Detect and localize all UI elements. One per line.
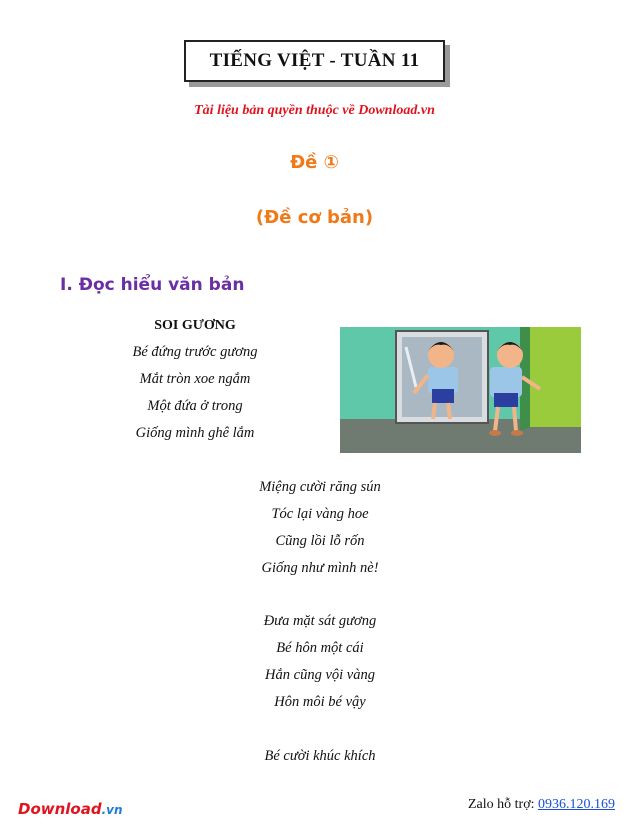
poem-line: Mắt tròn xoe ngắm <box>139 371 251 387</box>
copyright-notice: Tài liệu bản quyền thuộc về Download.vn <box>194 103 435 118</box>
poem-stanza-2 <box>180 474 460 582</box>
poem-line: Cũng lồi lỗ rốn <box>275 533 365 549</box>
poem-line: Hôn môi bé vậy <box>274 694 366 710</box>
poem-stanza-1 <box>90 339 300 447</box>
poem-line: Giống như mình nè! <box>261 560 379 576</box>
support-label: Zalo hỗ trợ: <box>468 797 535 812</box>
logo-text: Download <box>18 800 102 818</box>
logo-domain: .vn <box>101 803 123 817</box>
mirror-illustration <box>340 327 581 453</box>
download-logo[interactable] <box>18 800 123 818</box>
poem-stanza-4 <box>180 743 460 770</box>
poem-line: Giống mình ghê lắm <box>135 425 255 441</box>
poem-title: SOI GƯƠNG <box>154 318 236 333</box>
title-container <box>0 40 629 82</box>
support-phone-link[interactable]: 0936.120.169 <box>538 797 615 812</box>
poem-line: Bé hôn một cái <box>276 640 364 656</box>
poem-stanza-3 <box>180 608 460 716</box>
poem-line: Miệng cười răng sún <box>259 479 381 495</box>
poem-line: Bé đứng trước gương <box>132 344 258 360</box>
exam-subtitle: (Đề cơ bản) <box>255 207 374 228</box>
page-title: TIẾNG VIỆT - TUẦN 11 <box>184 40 446 82</box>
exam-title: Đề ① <box>290 152 339 173</box>
poem-line: Bé cười khúc khích <box>264 748 376 764</box>
poem-line: Tóc lại vàng hoe <box>271 506 369 522</box>
support-contact <box>468 797 615 813</box>
poem-line: Một đứa ở trong <box>147 398 243 414</box>
poem-line: Hắn cũng vội vàng <box>265 667 375 683</box>
section-heading: I. Đọc hiểu văn bản <box>60 275 245 295</box>
poem-line: Đưa mặt sát gương <box>263 613 377 629</box>
